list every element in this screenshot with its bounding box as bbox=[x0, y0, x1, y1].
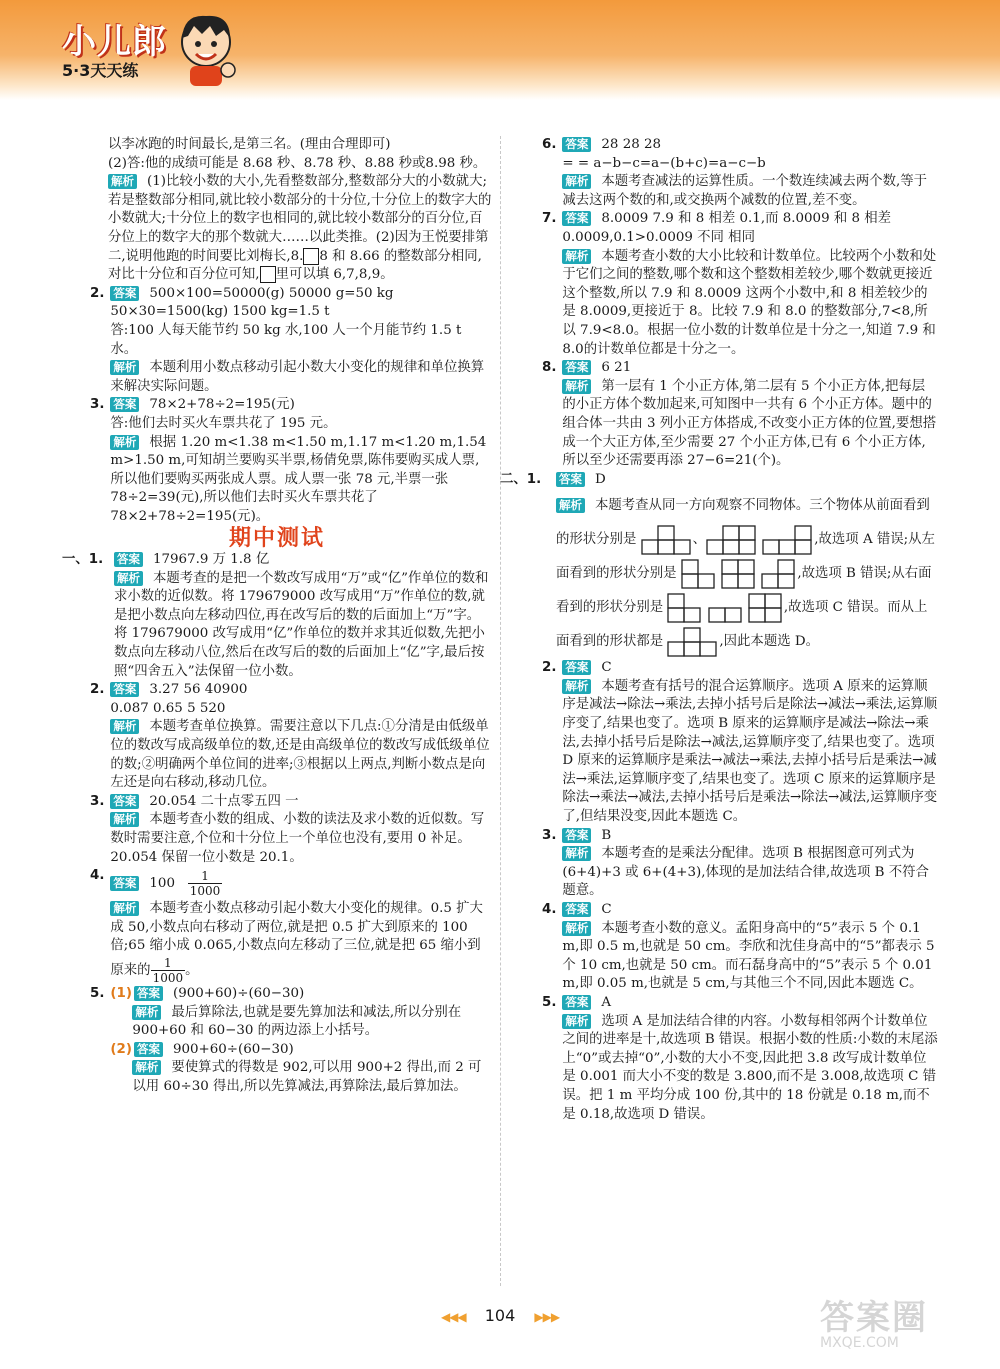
section2-question-2 bbox=[514, 659, 938, 826]
question-number: 5. bbox=[542, 994, 557, 1010]
answer-tag: 答案 bbox=[562, 995, 591, 1010]
answer-text: 20.054 二十点零五四 一 bbox=[149, 793, 299, 809]
analysis-text: 里可以填 6,7,8,9。 bbox=[275, 267, 394, 283]
analysis-text: 根据 1.20 m<1.38 m<1.50 m,1.17 m<1.20 m,1.54 m>1.50 m,可知胡兰要购买半票,杨倩免票,陈伟要购买成人票,所以他们要购买两张成人票。成人票一张 78 元,半票一张 78÷2=39(元),所以他们去时买火车票共花了 78×2+78÷2=195(元)。 bbox=[110, 434, 487, 524]
fraction bbox=[188, 869, 223, 898]
answer-text: D bbox=[595, 471, 606, 487]
answer-text: 8.0009 7.9 和 8 相差 0.1,而 8.0009 和 8 相差 0.0009,0.1>0.0009 不同 相同 bbox=[562, 211, 892, 245]
analysis-text: 本题考查小数点移动引起小数大小变化的规律。0.5 扩大成 50,小数点向右移动了两位,就是把 0.5 扩大到原来的 100 倍;65 缩小成 0.065,小数点向左移动了三位,就是把 65 缩小到原来的 bbox=[110, 901, 483, 978]
question-number: 3. bbox=[90, 397, 105, 413]
left-column bbox=[62, 136, 492, 1097]
answer-tag: 答案 bbox=[562, 137, 591, 152]
column-divider bbox=[500, 136, 501, 1286]
next-arrows-icon: ▶▶▶ bbox=[534, 1310, 560, 1324]
top-view-shape-icon bbox=[667, 627, 719, 657]
section2-question-3 bbox=[514, 827, 938, 901]
answer-tag: 答案 bbox=[556, 472, 585, 487]
answer-tag: 答案 bbox=[110, 794, 139, 809]
answer-text: = = a−b−c=a−(b+c)=a−c−b bbox=[562, 155, 766, 171]
analysis-tag: 解析 bbox=[132, 1005, 161, 1020]
analysis-text: 本题考查从同一方向观察不同物体。三个物体从前面看到的形状分别是 bbox=[556, 498, 930, 548]
analysis-tag: 解析 bbox=[562, 174, 591, 189]
analysis-tag: 解析 bbox=[562, 379, 591, 394]
answer-text: 100 bbox=[149, 876, 175, 892]
answer-text: 500×100=50000(g) 50000 g=50 kg bbox=[149, 285, 394, 301]
analysis-text: ,故选项 B 错误;从右面看到的形状分别是 bbox=[556, 566, 932, 616]
answer-text: 78×2+78÷2=195(元) bbox=[149, 397, 295, 413]
analysis-text: 要使算式的得数是 902,可以用 900+2 得出,而 2 可以用 60÷30 得出,所以先算减法,再算除法,最后算加法。 bbox=[132, 1060, 482, 1094]
watermark-text: 答案圈 bbox=[820, 1298, 928, 1338]
answer-text: 以李冰跑的时间最长,是第三名。(理由合理即可) bbox=[108, 137, 391, 152]
analysis-tag: 解析 bbox=[110, 901, 139, 916]
analysis-text: 本题考查的是把一个数改写成用“万”或“亿”作单位的数和求小数的近似数。将 179679000 改写成用“万”作单位的数,就是把小数点向左移动四位,再在改写后的数的后面加上“万”字。将 179679000 改写成用“亿”作单位的数并求其近似数,先把小数点向左移动八位,然后在改写后的数的后面加上“亿”字,最后按照“四舍五入”法保留一位小数。 bbox=[114, 570, 489, 679]
question-7 bbox=[514, 210, 938, 359]
analysis-text: 本题利用小数点移动引起小数大小变化的规律和单位换算来解决实际问题。 bbox=[110, 360, 485, 394]
answer-text: C bbox=[601, 902, 612, 917]
analysis-tag: 解析 bbox=[110, 435, 139, 450]
section1-question-2 bbox=[62, 681, 492, 793]
answer-text: 3.27 56 40900 bbox=[149, 682, 248, 698]
analysis-tag: 解析 bbox=[110, 360, 139, 375]
analysis-tag: 解析 bbox=[556, 498, 585, 513]
answer-tag: 答案 bbox=[562, 211, 591, 226]
analysis-text: 8 和 8.66 的整数部分相同,对比十分位和百分位可知, bbox=[108, 248, 482, 283]
question-3 bbox=[62, 396, 492, 526]
left-view-shape-icon bbox=[721, 559, 757, 589]
fraction-numerator: 1 bbox=[188, 869, 223, 884]
analysis-text: 本题考查有括号的混合运算顺序。选项 A 原来的运算顺序是减法→除法→乘法,去掉小括号后是除法→减法→乘法,运算顺序变了,结果也变了。选项 B 原来的运算顺序是减法→除法→乘法,去掉小括号后是除法→减法,运算顺序变了,结果也变了。选项 D 原来的运算顺序是乘法→减法→乘法,去掉小括号后是乘法→减法→乘法,运算顺序变了,结果也变了。选项 C 原来的运算顺序是除法→乘法→减法,去掉小括号后是乘法→除法→减法,运算顺序变了,但结果没变,因此本题选 C。 bbox=[562, 678, 938, 825]
section2-question-1 bbox=[500, 471, 938, 660]
page-header bbox=[0, 0, 1000, 100]
question-number: 3. bbox=[90, 793, 105, 809]
punctuation: 。 bbox=[185, 962, 199, 978]
answer-tag: 答案 bbox=[134, 1042, 163, 1057]
question-number: 7. bbox=[542, 211, 557, 227]
answer-tag: 答案 bbox=[110, 397, 139, 412]
question-number: 6. bbox=[542, 137, 557, 152]
answer-tag: 答案 bbox=[134, 986, 163, 1001]
analysis-text: ,因此本题选 D。 bbox=[719, 634, 819, 650]
section-title: 期中测试 bbox=[228, 526, 325, 552]
analysis-text: 本题考查小数的组成、小数的读法及求小数的近似数。写数时需要注意,个位和十分位上一个单位也没有,要用 0 补足。20.054 保留一位小数是 20.1。 bbox=[110, 812, 485, 865]
watermark-url: MXQE.COM bbox=[820, 1335, 899, 1351]
right-view-shape-icon bbox=[708, 593, 744, 623]
answer-text: 50×30=1500(kg) 1500 kg=1.5 t bbox=[110, 304, 330, 320]
right-view-shape-icon bbox=[667, 593, 703, 623]
section1-question-5 bbox=[62, 985, 492, 1097]
punctuation: 、 bbox=[692, 532, 706, 548]
question-number: 2. bbox=[542, 660, 557, 676]
mascot-boy-icon bbox=[170, 8, 242, 88]
analysis-tag: 解析 bbox=[562, 921, 591, 936]
answer-tag: 答案 bbox=[562, 828, 591, 843]
analysis-tag: 解析 bbox=[132, 1060, 161, 1075]
answer-tag: 答案 bbox=[562, 660, 591, 675]
answer-tag: 答案 bbox=[562, 360, 591, 375]
analysis-text: 本题考查减法的运算性质。一个数连续减去两个数,等于减去这两个数的和,或交换两个减数的位置,差不变。 bbox=[562, 174, 928, 208]
question-number: 4. bbox=[90, 868, 105, 884]
analysis-text: ,故选项 C 错误。而从上面看到的形状都是 bbox=[556, 600, 928, 650]
series-name: 5·3天天练 bbox=[62, 61, 139, 80]
section2-question-5 bbox=[514, 994, 938, 1124]
left-view-shape-icon bbox=[681, 559, 717, 589]
question-number: 8. bbox=[542, 360, 557, 376]
question-number: 一、1. bbox=[62, 552, 104, 568]
analysis-text: 本题考查小数的大小比较和计数单位。比较两个小数和处于它们之间的整数,哪个数和这个整数相差较少,哪个数就更接近这个整数,所以 7.9 和 8.0009 这两个小数中,和 8 相差较少的是 8.0009,更接近于 8。比较 7.9 和 8.0 的整数部分,7<8,所以 7.9<8.0。根据一位小数的计数单位是十分之一,知道 7.9 和8.0的计数单位都是十分之一。 bbox=[562, 248, 937, 357]
analysis-tag: 解析 bbox=[562, 679, 591, 694]
answer-tag: 答案 bbox=[110, 286, 139, 301]
question-number: 3. bbox=[542, 827, 557, 843]
answer-text: 900+60÷(60−30) bbox=[172, 1041, 294, 1057]
answer-tag: 答案 bbox=[110, 682, 139, 697]
front-view-shape-icon bbox=[762, 525, 814, 555]
fraction-numerator: 1 bbox=[151, 956, 186, 971]
answer-text: 0.087 0.65 5 520 bbox=[110, 700, 226, 716]
answer-tag: 答案 bbox=[562, 902, 591, 917]
front-view-shape-icon bbox=[706, 525, 758, 555]
answer-tag: 答案 bbox=[110, 876, 139, 891]
analysis-tag: 解析 bbox=[562, 1014, 591, 1029]
answer-text: 28 28 28 bbox=[601, 137, 662, 152]
answer-text: 答:他们去时买火车票共花了 195 元。 bbox=[110, 415, 337, 431]
question-6 bbox=[514, 136, 938, 210]
analysis-text: (1)比较小数的大小,先看整数部分,整数部分大的小数就大;若是整数部分相同,就比较小数部分的十分位,十分位上的数字大的小数就大;十分位上的数字也相同的,就比较小数部分的百分位,百分位上的数字大的那个数就大……以此类推。(2)因为王悦要排第二,说明他跑的时间要比刘梅长,8. bbox=[108, 174, 492, 264]
left-view-shape-icon bbox=[761, 559, 797, 589]
blank-box-icon bbox=[303, 248, 319, 265]
analysis-block bbox=[62, 173, 492, 285]
front-view-shape-icon bbox=[641, 525, 693, 555]
answer-text: (2)答:他的成绩可能是 8.68 秒、8.78 秒、8.88 秒或8.98 秒。 bbox=[108, 155, 487, 171]
analysis-text: 本题考查单位换算。需要注意以下几点:①分清是由低级单位的数改写成高级单位的数,还是由高级单位的数改写成低级单位的数;②明确两个单位间的进率;③根据以上两点,判断小数点是向左还是向右移动,移动几位。 bbox=[110, 719, 490, 791]
analysis-text: ,故选项 A 错误;从左面看到的形状分别是 bbox=[556, 532, 935, 582]
right-view-shape-icon bbox=[748, 593, 784, 623]
section1-question-4 bbox=[62, 867, 492, 985]
analysis-tag: 解析 bbox=[110, 719, 139, 734]
answer-text: 17967.9 万 1.8 亿 bbox=[153, 552, 270, 568]
subquestion-number: (1) bbox=[110, 985, 132, 1001]
analysis-tag: 解析 bbox=[108, 174, 137, 189]
brand-logo: 小儿郎 bbox=[62, 22, 167, 62]
analysis-text: 选项 A 是加法结合律的内容。小数每相邻两个计数单位之间的进率是十,故选项 B 错误。根据小数的性质:小数的末尾添上“0”或去掉“0”,小数的大小不变,因此把 3.8 改写成计数单位是 0.001 而大小不变的数是 3.800,而不是 3.008,故选项 C 错误。把 1 m 平均分成 100 份,其中的 18 份就是 0.18 m,而不是 0.18,故选项 D 错误。 bbox=[562, 1013, 938, 1122]
analysis-text: 最后算除法,也就是要先算加法和减法,所以分别在 900+60 和 60−30 的两边添上小括号。 bbox=[132, 1004, 462, 1039]
answer-text: 6 21 bbox=[601, 360, 632, 376]
question-number: 4. bbox=[542, 902, 557, 917]
answer-tag: 答案 bbox=[114, 552, 143, 567]
answer-text: C bbox=[601, 660, 612, 676]
analysis-tag: 解析 bbox=[562, 249, 591, 264]
question-number: 2. bbox=[90, 682, 105, 698]
section1-question-3 bbox=[62, 793, 492, 867]
blank-box-icon bbox=[260, 266, 276, 283]
fraction-denominator: 1000 bbox=[152, 970, 184, 985]
question-8 bbox=[514, 359, 938, 471]
watermark bbox=[820, 1290, 990, 1360]
subquestion-number: (2) bbox=[110, 1041, 132, 1057]
question-number: 5. bbox=[90, 985, 105, 1001]
prev-arrows-icon: ◀◀◀ bbox=[440, 1310, 466, 1324]
analysis-tag: 解析 bbox=[114, 571, 143, 586]
analysis-text: 本题考查的是乘法分配律。选项 B 根据图意可列式为(6+4)+3 或 6+(4+3),体现的是加法结合律,故选项 B 不符合题意。 bbox=[562, 846, 929, 899]
section2-question-4 bbox=[514, 901, 938, 994]
fraction bbox=[151, 956, 186, 985]
answer-text: B bbox=[601, 827, 612, 843]
analysis-tag: 解析 bbox=[562, 846, 591, 861]
section1-question-1 bbox=[62, 551, 492, 681]
analysis-text: 第一层有 1 个小正方体,第二层有 5 个小正方体,把每层的小正方体个数加起来,可知图中一共有 6 个小正方体。题中的组合体一共由 3 列小正方体搭成,不改变小正方体的位置,要想搭成一个大正方体,至少需要 27 个小正方体,已有 6 个小正方体,所以至少还需要再添 27−6=21(个)。 bbox=[562, 378, 937, 469]
question-number: 2. bbox=[90, 285, 105, 301]
question-number: 二、1. bbox=[500, 471, 542, 487]
answer-text: (900+60)÷(60−30) bbox=[172, 985, 305, 1001]
right-column bbox=[500, 136, 938, 1124]
question-2 bbox=[62, 285, 492, 397]
page-number: 104 bbox=[484, 1306, 516, 1325]
fraction-denominator: 1000 bbox=[189, 884, 221, 899]
analysis-tag: 解析 bbox=[110, 812, 139, 827]
answer-text: A bbox=[601, 994, 612, 1010]
analysis-text: 本题考查小数的意义。孟阳身高中的“5”表示 5 个 0.1 m,即 0.5 m,也就是 50 cm。李欣和沈佳身高中的“5”都表示 5 个 10 cm,也就是 50 cm。而石磊身高中的“5”表示 5 个 0.01 m,即 0.05 m,也就是 5 cm,与其他三个不同,因此本题选 C。 bbox=[562, 920, 935, 992]
answer-text: 答:100 人每天能节约 50 kg 水,100 人一个月能节约 1.5 t 水。 bbox=[110, 322, 462, 357]
